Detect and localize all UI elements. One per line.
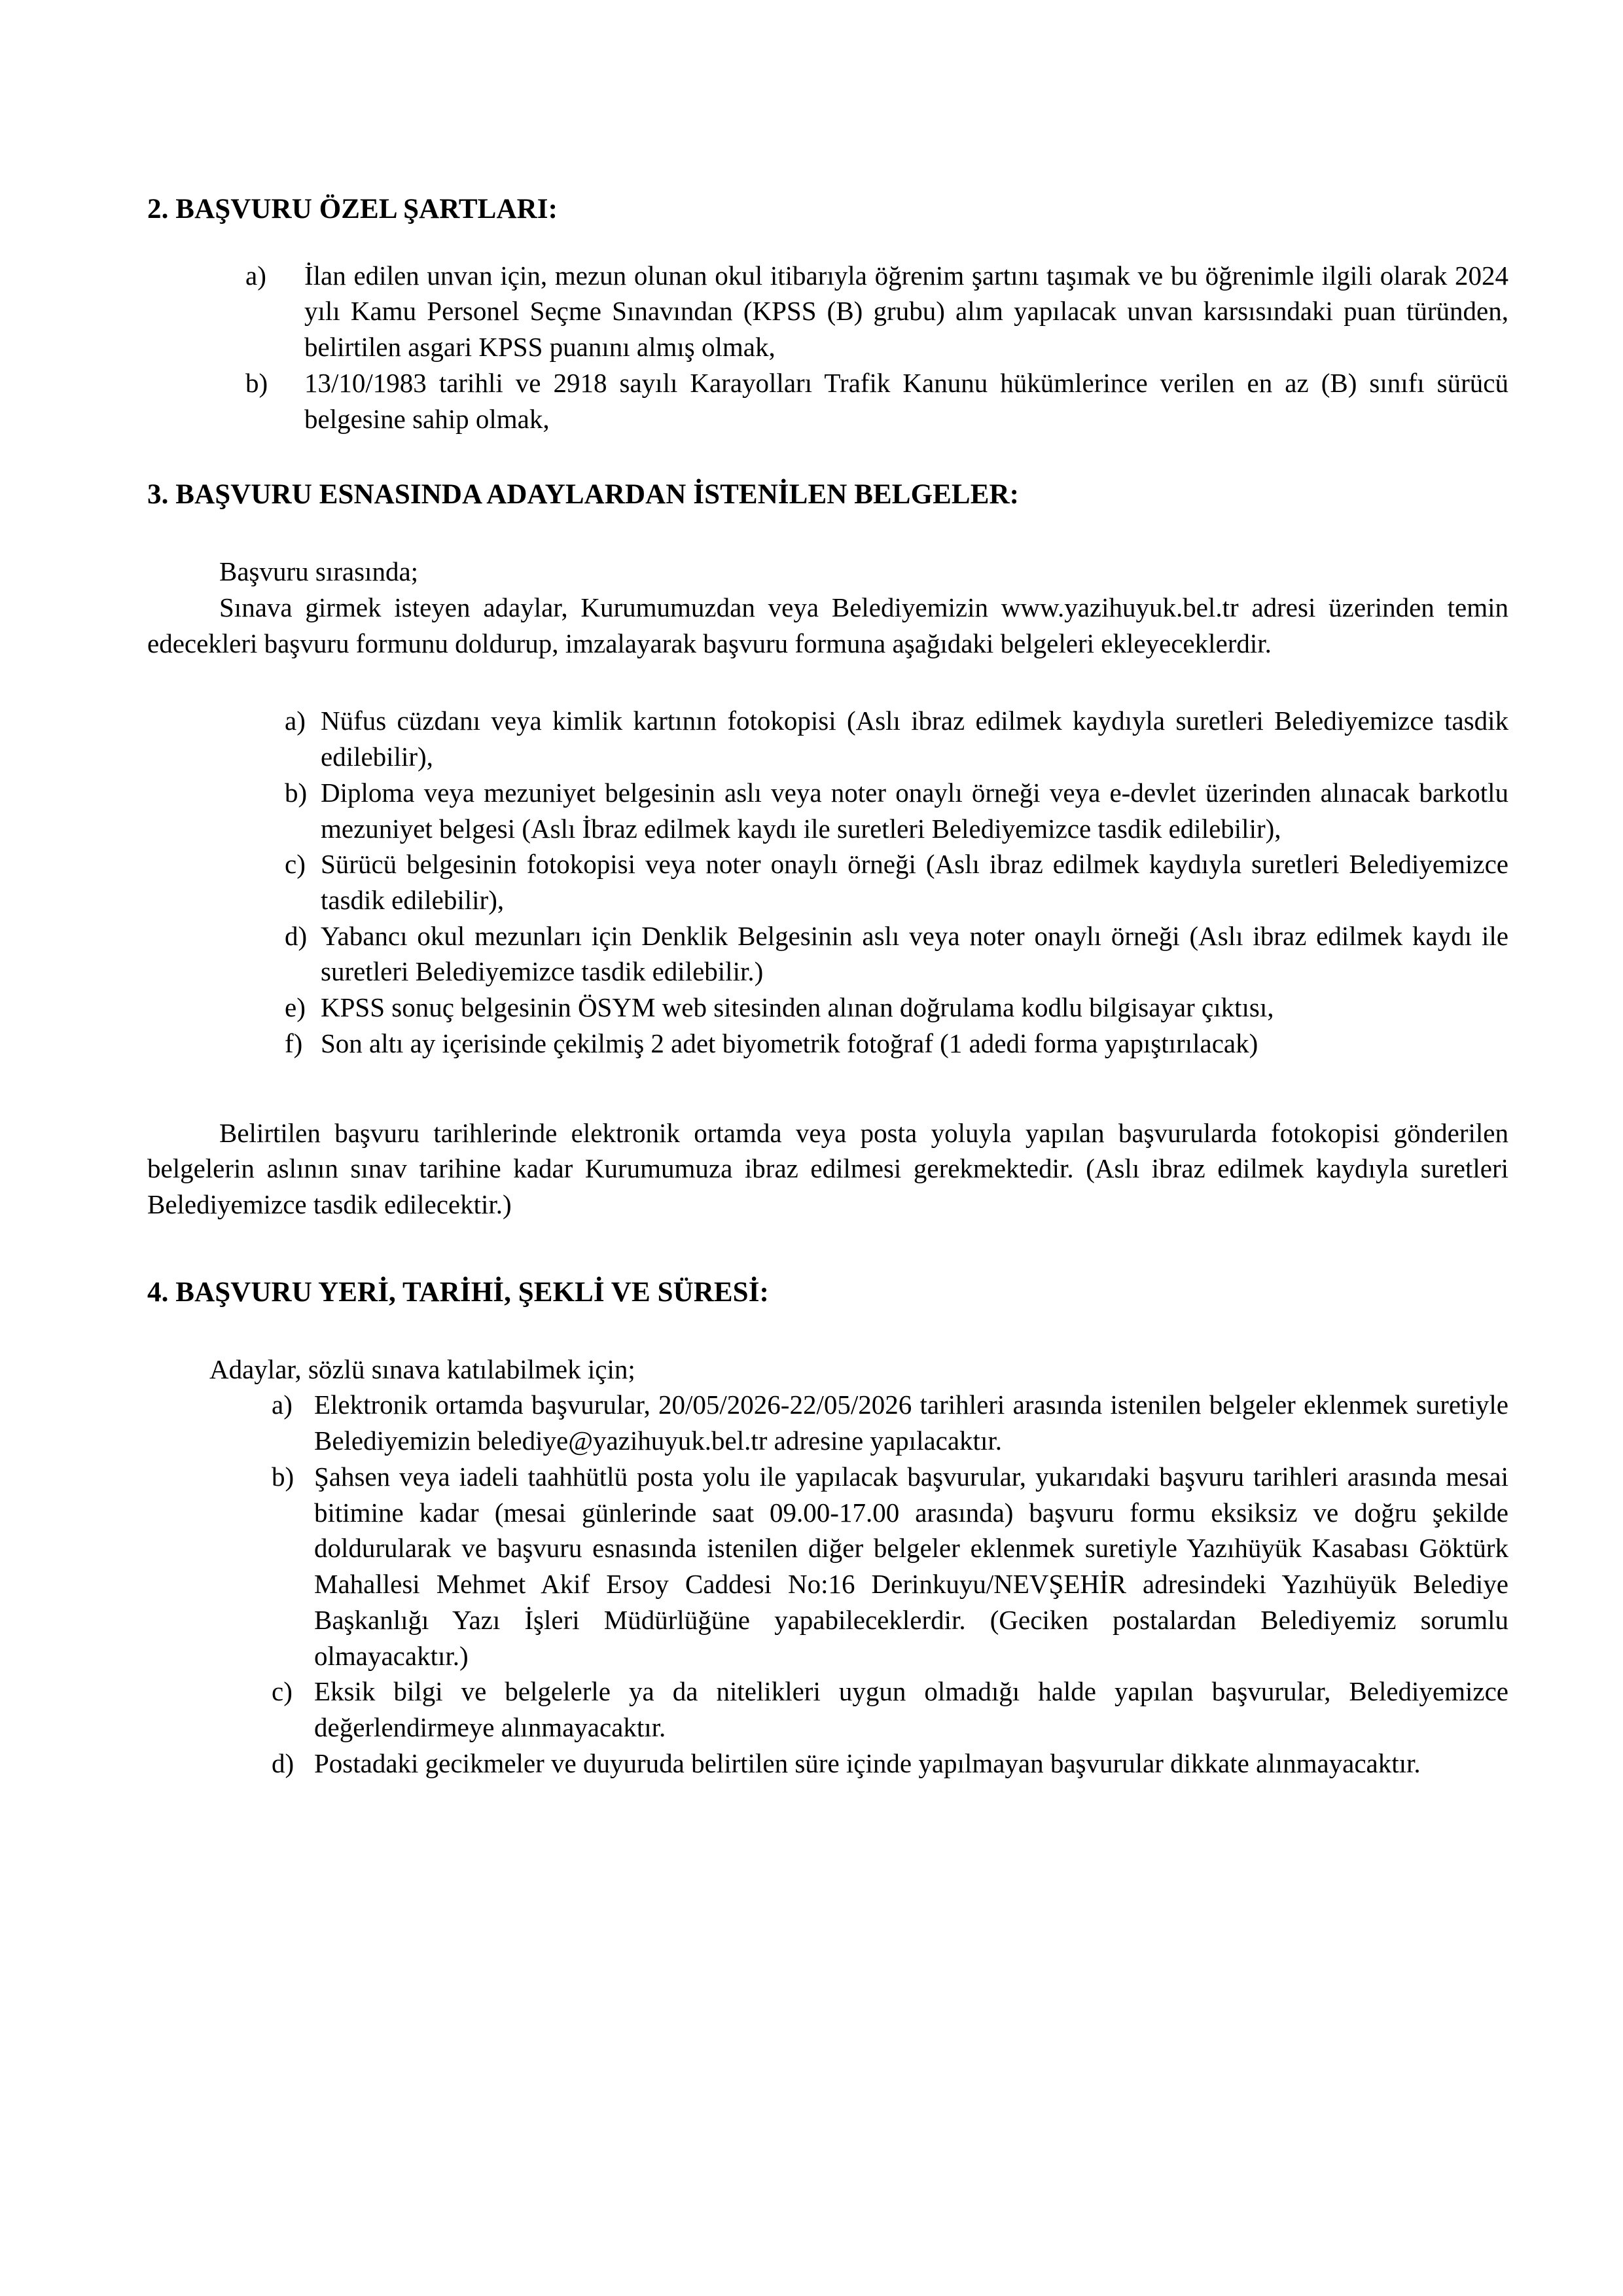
list-item: [216, 703, 1508, 774]
section-2-heading: 2. BAŞVURU ÖZEL ŞARTLARI:: [147, 194, 558, 224]
spacer: [147, 1310, 1508, 1352]
list-item: [216, 918, 1508, 990]
list-marker: a): [285, 706, 306, 736]
spacer: [147, 1223, 1508, 1276]
section-3-lead-line: Başvuru sırasında;: [219, 556, 419, 587]
document-body: [147, 193, 1508, 1781]
list-marker: b): [272, 1461, 294, 1492]
list-item-text: Şahsen veya iadeli taahhütlü posta yolu ile yapılacak başvurular, yukarıdaki başvuru tarihleri arasında mesai bitimine kadar (mesai günlerinde saat 09.00-17.00 arasında) başvuru formu eksiksiz ve doğru şekilde doldurularak ve başvuru esnasında istenilen diğer belgeler eklenmek suretiyle Yazıhüyük Kasabası Göktürk Mahallesi Mehmet Akif Ersoy Caddesi No:16 Derinkuyu/NEVŞEHİR adresindeki Yazıhüyük Belediye Başkanlığı Yazı İşleri Müdürlüğüne yapabileceklerdir. (Geciken postalardan Belediyemiz sorumlu olmayacaktır.): [314, 1461, 1508, 1671]
list-item-text: Diploma veya mezuniyet belgesinin aslı veya noter onaylı örneği veya e-devlet üzerinden alınacak barkotlu mezuniyet belgesi (Aslı İbraz edilmek kaydı ile suretleri Belediyemizce tasdik edilebilir),: [321, 777, 1508, 844]
spacer: [147, 437, 1508, 478]
list-marker: b): [285, 777, 308, 808]
list-marker: b): [245, 367, 268, 398]
list-marker: c): [272, 1676, 293, 1707]
list-item: [209, 1459, 1508, 1674]
list-item-text: 13/10/1983 tarihli ve 2918 sayılı Karayolları Trafik Kanunu hükümlerince verilen en az (B) sınıfı sürücü belgesine sahip olmak,: [304, 367, 1508, 434]
section-4-lead-line: Adaylar, sözlü sınava katılabilmek için;: [209, 1354, 635, 1384]
list-item: [216, 990, 1508, 1026]
spacer: [147, 226, 1508, 258]
list-item: [216, 775, 1508, 846]
list-marker: c): [285, 849, 306, 880]
list-marker: f): [285, 1028, 303, 1058]
list-item: [209, 1674, 1508, 1745]
list-item: [216, 1026, 1508, 1062]
list-item: [216, 846, 1508, 918]
spacer: [147, 661, 1508, 703]
list-item: [209, 1746, 1508, 1782]
list-item-text: Eksik bilgi ve belgelerle ya da nitelikleri uygun olmadığı halde yapılan başvurular, Belediyemizce değerlendirmeye alınmayacaktır.: [314, 1676, 1508, 1742]
list-item: [196, 258, 1508, 365]
list-item: [209, 1387, 1508, 1458]
spacer: [147, 512, 1508, 554]
list-marker: a): [245, 260, 266, 291]
list-item-text: KPSS sonuç belgesinin ÖSYM web sitesinden alınan doğrulama kodlu bilgisayar çıktısı,: [321, 992, 1274, 1023]
section-4-list: [147, 1387, 1508, 1781]
list-marker: d): [272, 1748, 294, 1778]
list-marker: a): [272, 1390, 293, 1420]
section-3-documents-list: [147, 703, 1508, 1061]
list-item: [196, 365, 1508, 437]
list-item-text: Elektronik ortamda başvurular, 20/05/2026-22/05/2026 tarihleri arasında istenilen belgeler eklenmek suretiyle Belediyemizin belediye@yazihuyuk.bel.tr adresine yapılacaktır.: [314, 1390, 1508, 1456]
section-3-heading: 3. BAŞVURU ESNASINDA ADAYLARDAN İSTENİLEN BELGELER:: [147, 479, 1020, 511]
section-3-intro-paragraph: Sınava girmek isteyen adaylar, Kurumumuzdan veya Belediyemizin www.yazihuyuk.bel.tr adresi üzerinden temin edecekleri başvuru formunu doldurup, imzalayarak başvuru formuna aşağıdaki belgeleri ekleyeceklerdir.: [147, 592, 1508, 658]
section-3-closing-paragraph: Belirtilen başvuru tarihlerinde elektronik ortamda veya posta yoluyla yapılan başvurularda fotokopisi gönderilen belgelerin aslının sınav tarihine kadar Kurumumuza ibraz edilmesi gerekmektedir. (Aslı ibraz edilmek kaydıyla suretleri Belediyemizce tasdik edilecektir.): [147, 1117, 1508, 1220]
list-item-text: Nüfus cüzdanı veya kimlik kartının fotokopisi (Aslı ibraz edilmek kaydıyla suretleri Belediyemizce tasdik edilebilir),: [321, 706, 1508, 772]
list-item-text: Son altı ay içerisinde çekilmiş 2 adet biyometrik fotoğraf (1 adedi forma yapıştırılacak): [321, 1028, 1258, 1058]
list-marker: d): [285, 920, 308, 951]
list-marker: e): [285, 992, 306, 1023]
section-2-list: [147, 258, 1508, 437]
list-item-text: İlan edilen unvan için, mezun olunan okul itibarıyla öğrenim şartını taşımak ve bu öğrenimle ilgili olarak 2024 yılı Kamu Personel Seçme Sınavından (KPSS (B) grubu) alım yapılacak unvan karsısındaki puan türünden, belirtilen asgari KPSS puanını almış olmak,: [304, 260, 1508, 363]
section-4-heading: 4. BAŞVURU YERİ, TARİHİ, ŞEKLİ VE SÜRESİ:: [147, 1276, 769, 1308]
list-item-text: Sürücü belgesinin fotokopisi veya noter onaylı örneği (Aslı ibraz edilmek kaydıyla suretleri Belediyemizce tasdik edilebilir),: [321, 849, 1508, 916]
list-item-text: Yabancı okul mezunları için Denklik Belgesinin aslı veya noter onaylı örneği (Aslı ibraz edilmek kaydı ile suretleri Belediyemizce tasdik edilebilir.): [321, 920, 1508, 987]
list-item-text: Postadaki gecikmeler ve duyuruda belirtilen süre içinde yapılmayan başvurular dikkate alınmayacaktır.: [314, 1748, 1421, 1778]
spacer: [147, 1062, 1508, 1115]
